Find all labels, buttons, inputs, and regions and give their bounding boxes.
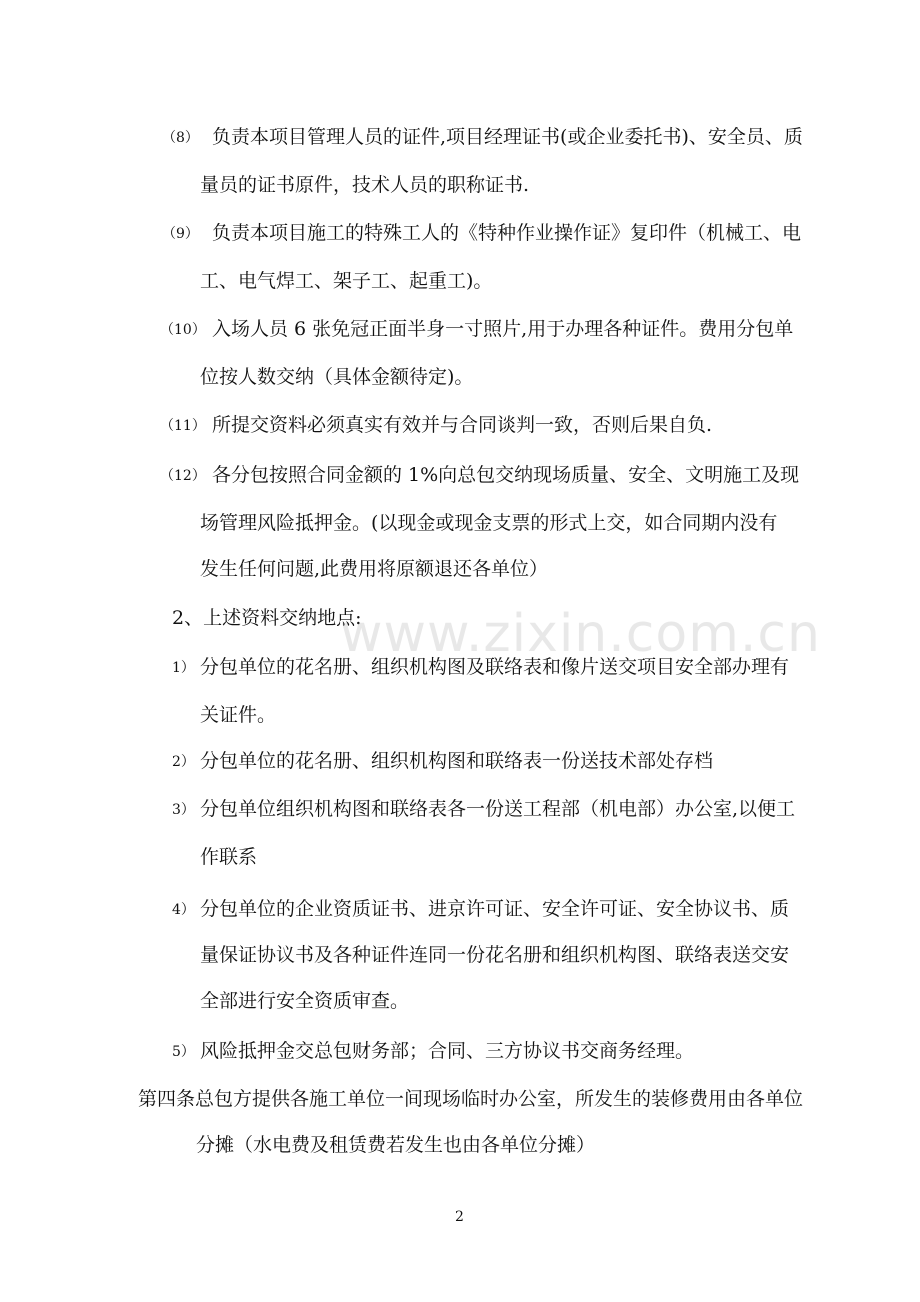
point-5-number: 5） — [172, 1044, 195, 1060]
item-9-line-2: 工、电气焊工、架子工、起重工)。 — [200, 270, 493, 292]
point-4-line-3: 全部进行安全资质审查。 — [200, 990, 410, 1012]
item-8-line-1: 负责本项目管理人员的证件,项目经理证书(或企业委托书)、安全员、质 — [212, 126, 803, 148]
point-1-line-1: 分包单位的花名册、组织机构图及联络表和像片送交项目安全部办理有 — [200, 656, 790, 678]
point-1-number: 1） — [172, 660, 195, 676]
point-5-line-1: 风险抵押金交总包财务部；合同、三方协议书交商务经理。 — [200, 1040, 695, 1062]
page-number: 2 — [455, 1209, 464, 1225]
watermark: www.zixin.com.cn — [340, 604, 821, 664]
point-1-line-2: 关证件。 — [200, 704, 277, 726]
item-10-line-1: 入场人员 6 张免冠正面半身一寸照片,用于办理各种证件。费用分包单 — [212, 318, 794, 340]
article-4-line-1: 第四条总包方提供各施工单位一间现场临时办公室，所发生的装修费用由各单位 — [138, 1088, 804, 1110]
point-4-number: 4） — [172, 902, 195, 918]
point-3-line-1: 分包单位组织机构图和联络表各一份送工程部（机电部）办公室,以便工 — [200, 798, 796, 820]
item-8-number: （8） — [162, 130, 199, 146]
point-4-line-1: 分包单位的企业资质证书、进京许可证、安全许可证、安全协议书、质 — [200, 898, 790, 920]
item-12-line-3: 发生任何问题,此费用将原额退还各单位） — [200, 558, 549, 580]
item-11-number: （11） — [160, 418, 206, 434]
item-12-line-2: 场管理风险抵押金。(以现金或现金支票的形式上交，如合同期内没有 — [200, 512, 778, 534]
item-8-line-2: 量员的证书原件，技术人员的职称证书. — [200, 174, 530, 196]
point-4-line-2: 量保证协议书及各种证件连同一份花名册和组织机构图、联络表送交安 — [200, 944, 790, 966]
item-9-number: （9） — [162, 226, 199, 242]
section-2-heading: 2、上述资料交纳地点: — [172, 607, 362, 629]
item-11-line-1: 所提交资料必须真实有效并与合同谈判一致，否则后果自负. — [212, 414, 713, 436]
point-2-number: 2） — [172, 754, 195, 770]
item-12-line-1: 各分包按照合同金额的 1%向总包交纳现场质量、安全、文明施工及现 — [212, 464, 800, 486]
point-3-number: 3） — [172, 802, 195, 818]
item-10-number: （10） — [160, 322, 206, 338]
point-3-line-2: 作联系 — [200, 846, 258, 868]
article-4-line-2: 分摊（水电费及租赁费若发生也由各单位分摊） — [196, 1134, 596, 1156]
item-9-line-1: 负责本项目施工的特殊工人的《特种作业操作证》复印件（机械工、电 — [212, 222, 802, 244]
point-2-line-1: 分包单位的花名册、组织机构图和联络表一份送技术部处存档 — [200, 750, 714, 772]
item-12-number: （12） — [160, 468, 206, 484]
item-10-line-2: 位按人数交纳（具体金额待定)。 — [200, 366, 474, 388]
